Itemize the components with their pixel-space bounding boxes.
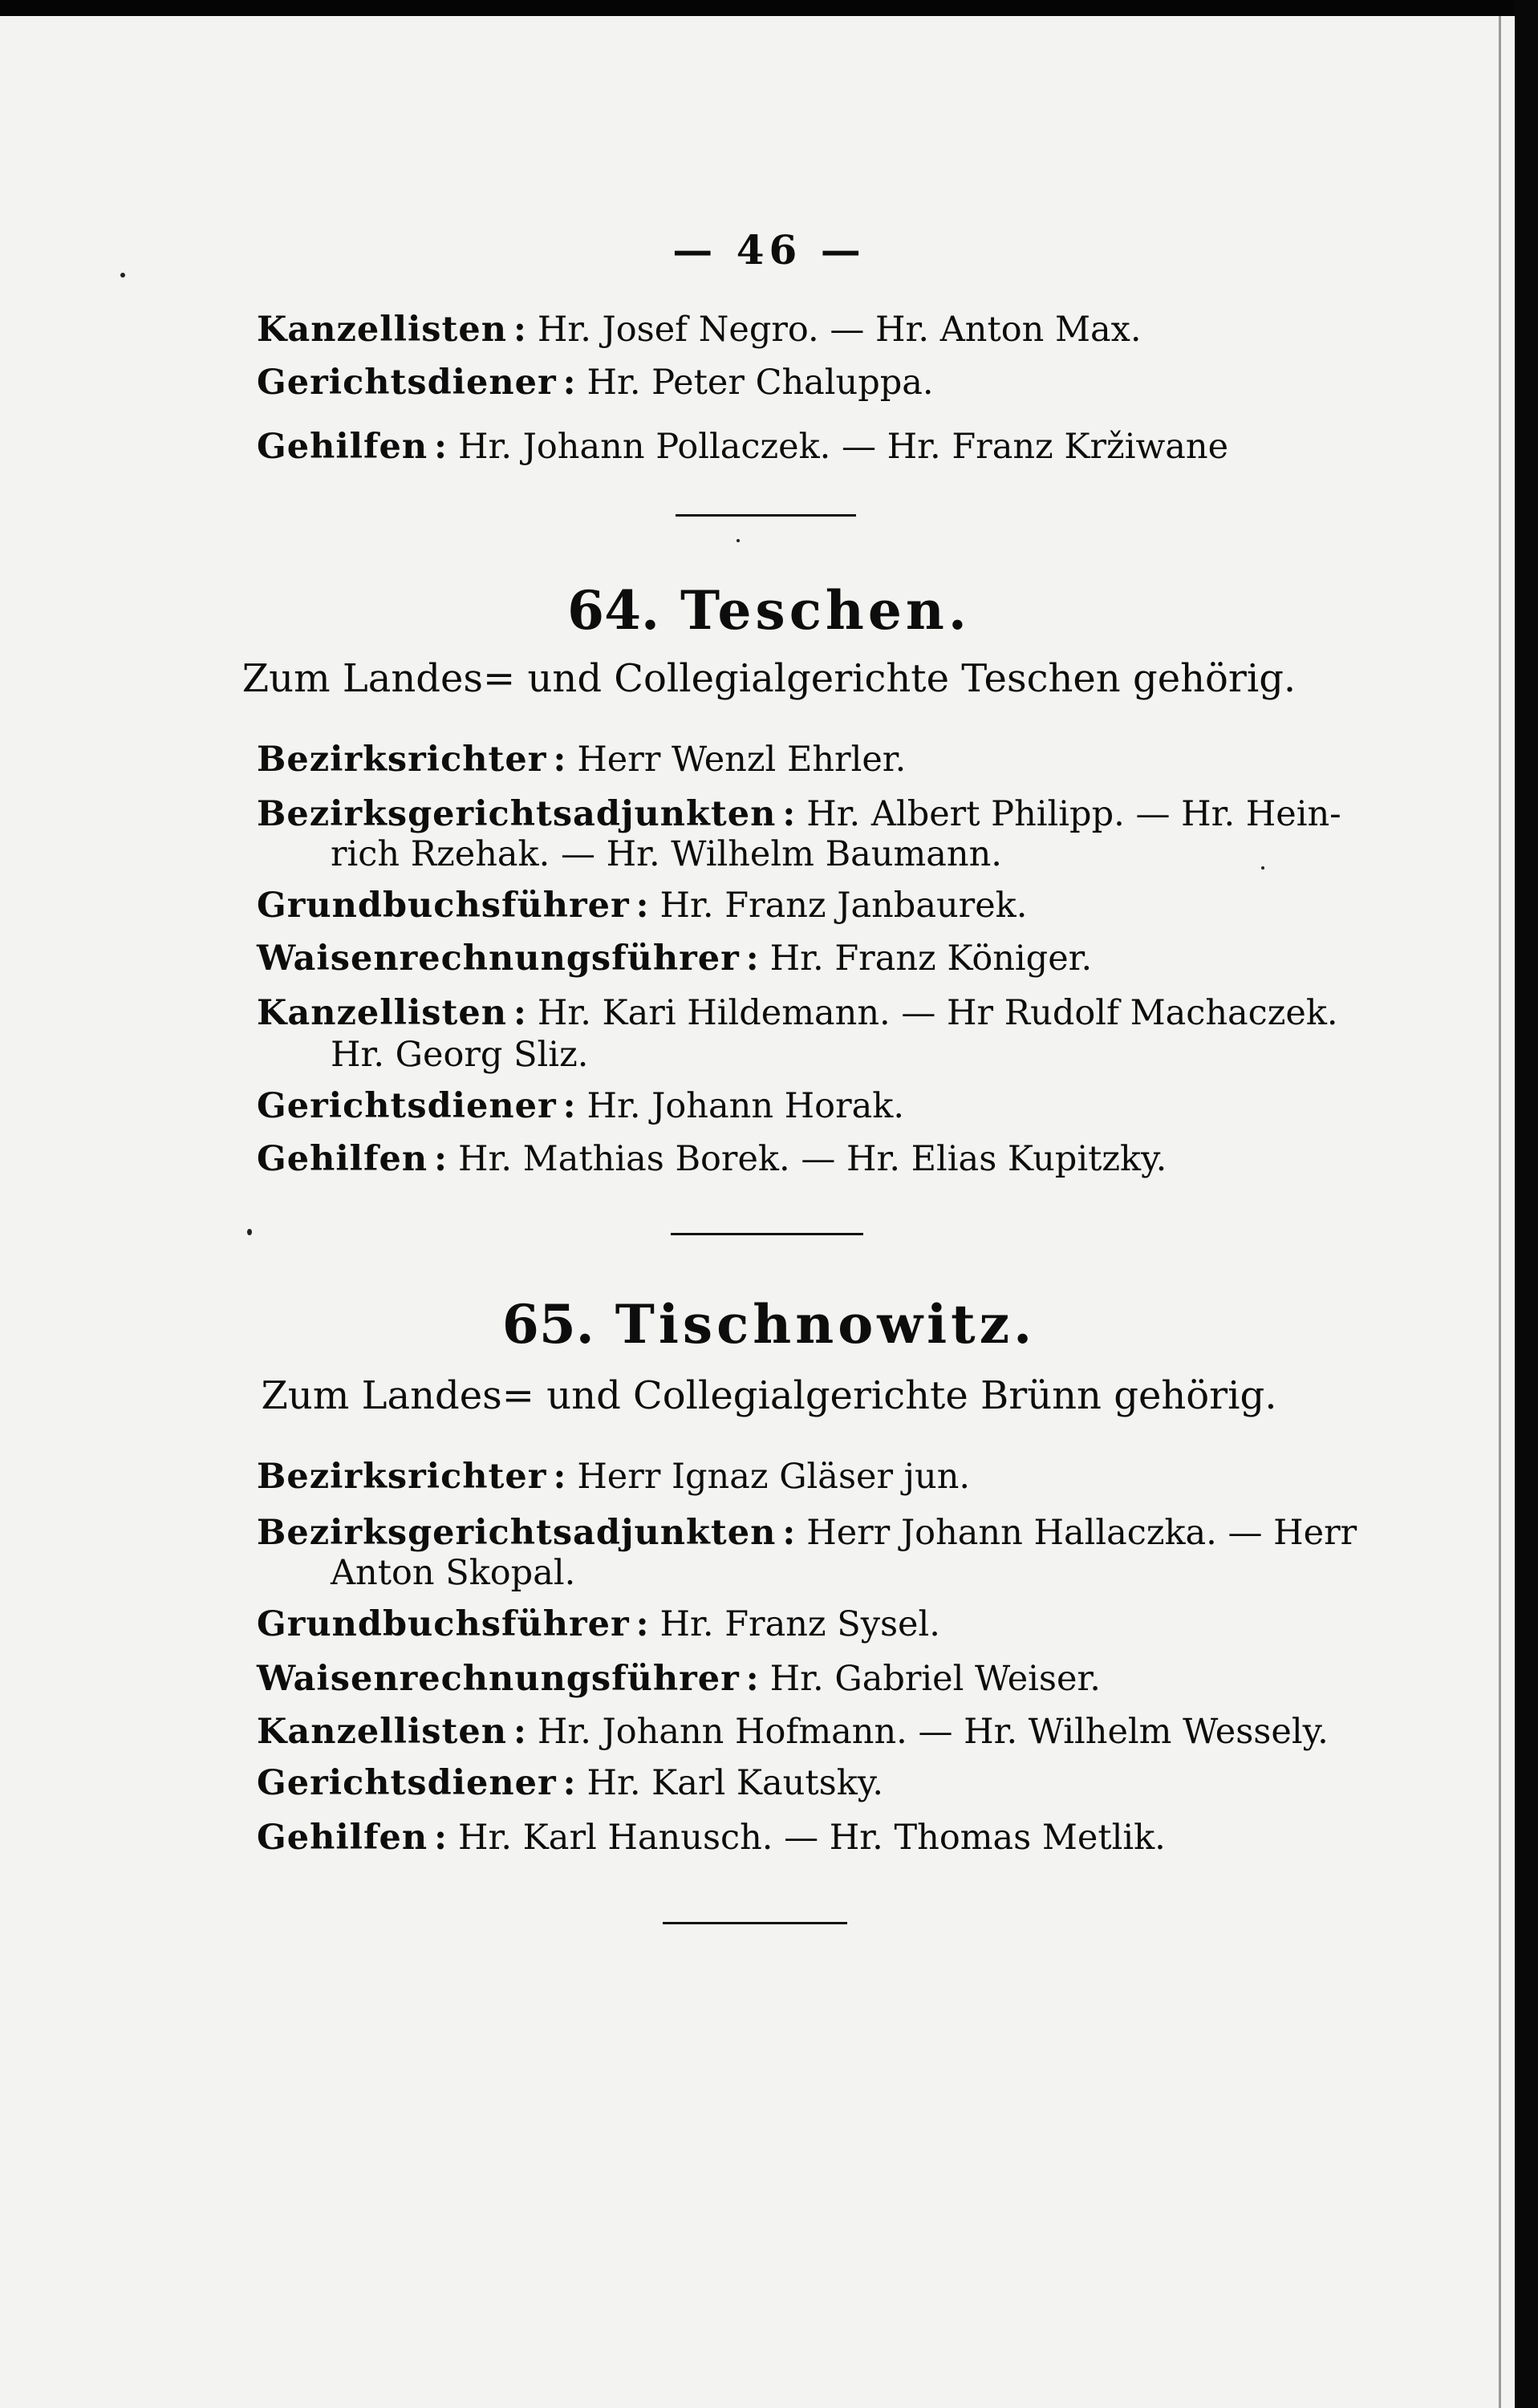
entry-role: Gerichtsdiener bbox=[257, 363, 557, 403]
entry-waisenrechnungsfuehrer bbox=[257, 1654, 1101, 1704]
scan-border-top bbox=[0, 0, 1538, 16]
entry-role: Gehilfen bbox=[257, 427, 428, 467]
entry-gehilfen bbox=[257, 422, 1228, 472]
colon: : bbox=[745, 938, 759, 979]
colon: : bbox=[553, 1457, 566, 1497]
entry-bezirksrichter bbox=[257, 735, 906, 784]
entry-names: Hr. Franz Königer. bbox=[769, 938, 1093, 979]
section-divider bbox=[671, 1233, 863, 1235]
entry-role: Bezirksgerichtsadjunkten bbox=[257, 1513, 777, 1553]
colon: : bbox=[635, 1604, 649, 1644]
entry-waisenrechnungsfuehrer bbox=[257, 934, 1092, 983]
section-title: Tischnowitz. bbox=[615, 1293, 1037, 1356]
entry-role: Grundbuchsführer bbox=[257, 886, 630, 926]
section-number: 64. bbox=[567, 579, 659, 642]
entry-gerichtsdiener bbox=[257, 1081, 904, 1131]
section-subtitle-64: Zum Landes= und Collegialgerichte Teschen gehörig. bbox=[241, 656, 1297, 701]
entry-names: Hr. Albert Philipp. — Hr. Hein- bbox=[806, 794, 1341, 834]
entry-names: Hr. Johann Hofmann. — Hr. Wilhelm Wessely. bbox=[537, 1712, 1329, 1752]
section-heading-64 bbox=[0, 579, 1538, 642]
entry-kanzellisten bbox=[257, 1707, 1329, 1757]
section-heading-65 bbox=[0, 1293, 1538, 1356]
colon: : bbox=[782, 1513, 796, 1553]
colon: : bbox=[434, 1818, 448, 1858]
entry-gehilfen bbox=[257, 1134, 1167, 1184]
entry-names: Hr. Peter Chaluppa. bbox=[586, 363, 934, 403]
entry-names: Hr. Karl Hanusch. — Hr. Thomas Metlik. bbox=[458, 1818, 1166, 1858]
entry-continuation: rich Rzehak. — Hr. Wilhelm Baumann. bbox=[331, 834, 1002, 874]
entry-kanzellisten bbox=[257, 305, 1142, 355]
entry-role: Kanzellisten bbox=[257, 1712, 507, 1752]
entry-role: Gerichtsdiener bbox=[257, 1763, 557, 1803]
entry-names: Hr. Josef Negro. — Hr. Anton Max. bbox=[537, 310, 1142, 350]
entry-grundbuchsfuehrer bbox=[257, 881, 1027, 930]
section-divider bbox=[676, 514, 856, 517]
colon: : bbox=[434, 1139, 448, 1179]
entry-grundbuchsfuehrer bbox=[257, 1599, 940, 1649]
entry-names: Herr Johann Hallaczka. — Herr bbox=[806, 1513, 1357, 1553]
entry-names: Hr. Franz Janbaurek. bbox=[659, 886, 1028, 926]
colon: : bbox=[562, 1763, 576, 1803]
colon: : bbox=[635, 886, 649, 926]
page-number: — 46 — bbox=[672, 226, 866, 274]
entry-gerichtsdiener bbox=[257, 358, 934, 407]
entry-role: Gerichtsdiener bbox=[257, 1086, 557, 1126]
entry-names: Hr. Franz Sysel. bbox=[659, 1604, 940, 1644]
entry-role: Grundbuchsführer bbox=[257, 1604, 630, 1644]
entry-role: Waisenrechnungsführer bbox=[257, 938, 740, 979]
colon: : bbox=[513, 310, 526, 350]
entry-names: Hr. Mathias Borek. — Hr. Elias Kupitzky. bbox=[458, 1139, 1167, 1179]
entry-continuation: Anton Skopal. bbox=[331, 1553, 576, 1593]
entry-names: Herr Ignaz Gläser jun. bbox=[577, 1457, 971, 1497]
entry-gerichtsdiener bbox=[257, 1758, 883, 1808]
dust-speck bbox=[737, 539, 740, 542]
entry-role: Bezirksrichter bbox=[257, 1457, 547, 1497]
section-subtitle-65: Zum Landes= und Collegialgerichte Brünn gehörig. bbox=[261, 1373, 1277, 1418]
colon: : bbox=[782, 794, 796, 834]
scan-border-right bbox=[1515, 0, 1538, 2408]
entry-role: Bezirksgerichtsadjunkten bbox=[257, 794, 777, 834]
colon: : bbox=[434, 427, 448, 467]
section-divider bbox=[663, 1922, 847, 1924]
entry-role: Gehilfen bbox=[257, 1818, 428, 1858]
entry-bezirksrichter bbox=[257, 1452, 970, 1502]
entry-names: Hr. Karl Kautsky. bbox=[586, 1763, 884, 1803]
colon: : bbox=[745, 1659, 759, 1699]
entry-role: Waisenrechnungsführer bbox=[257, 1659, 740, 1699]
dust-speck bbox=[247, 1229, 252, 1235]
entry-names: Hr. Johann Pollaczek. — Hr. Franz Kržiwane bbox=[458, 427, 1229, 467]
entry-role: Kanzellisten bbox=[257, 310, 507, 350]
section-title: Teschen. bbox=[680, 579, 971, 642]
colon: : bbox=[562, 1086, 576, 1126]
section-number: 65. bbox=[501, 1293, 595, 1356]
colon: : bbox=[562, 363, 576, 403]
page-edge-line bbox=[1499, 16, 1501, 2408]
entry-names: Hr. Johann Horak. bbox=[586, 1086, 904, 1126]
colon: : bbox=[513, 1712, 526, 1752]
entry-names: Hr. Gabriel Weiser. bbox=[769, 1659, 1101, 1699]
entry-continuation: Hr. Georg Sliz. bbox=[331, 1035, 589, 1075]
entry-role: Kanzellisten bbox=[257, 993, 507, 1033]
dust-speck bbox=[1261, 866, 1264, 870]
colon: : bbox=[513, 993, 526, 1033]
colon: : bbox=[553, 740, 566, 780]
entry-role: Gehilfen bbox=[257, 1139, 428, 1179]
entry-role: Bezirksrichter bbox=[257, 740, 547, 780]
entry-gehilfen bbox=[257, 1813, 1166, 1863]
entry-names: Herr Wenzl Ehrler. bbox=[577, 740, 907, 780]
entry-names: Hr. Kari Hildemann. — Hr Rudolf Machaczek. bbox=[537, 993, 1338, 1033]
